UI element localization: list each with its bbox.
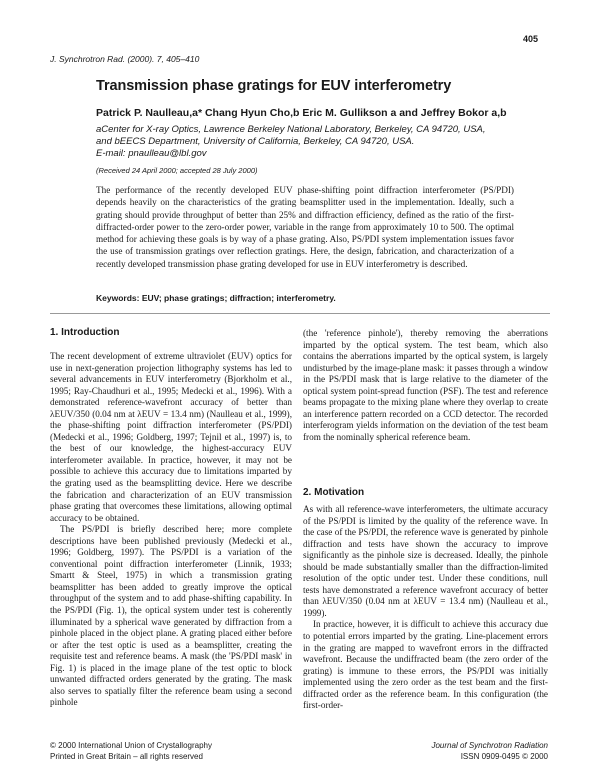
keywords: Keywords: EUV; phase gratings; diffraction; interferometry. bbox=[96, 293, 336, 303]
footer-issn: ISSN 0909-0495 © 2000 bbox=[460, 751, 548, 761]
left-column bbox=[50, 351, 292, 709]
motivation-paragraph-2: In practice, however, it is difficult to achieve this accuracy due to potential errors imparted by the grating. Line-placement errors in the grating are mapped to wavefront errors in the diffracted wavefront. Because the undiffracted beam (the zero order of the grating) is immune to these errors, the PS/PDI was initially implemented using the zero order as the test beam and the first-diffracted order as the reference beam. In this configuration (the first-order- bbox=[303, 619, 548, 711]
motivation-paragraph-1: As with all reference-wave interferometers, the ultimate accuracy of the PS/PDI is limited by the quality of the reference wave. In the case of the PS/PDI, the reference wave is generated by pinhole diffraction and tests have shown the accuracy to improve significantly as the pinhole size is decreased. Ideally, the pinhole should be made substantially smaller than the diffraction-limited resolution of the optic under test. Under these conditions, null tests have demonstrated a reference wavefront accuracy of better than λEUV/350 (0.04 nm at λEUV = 13.4 nm) (Naulleau et al., 1999). bbox=[303, 504, 548, 618]
footer-copyright-line: © 2000 International Union of Crystallography bbox=[50, 741, 212, 750]
affiliation-1: aCenter for X-ray Optics, Lawrence Berkeley National Laboratory, Berkeley, CA 94720, USA, bbox=[96, 124, 486, 135]
intro-paragraph-1: The recent development of extreme ultraviolet (EUV) optics for use in next-generation projection lithography systems has led to several advancements in EUV interferometry (Bjorkholm et al., 1995; Ray-Chaudhuri et al., 1995; Medecki et al., 1996). With a demonstrated reference-wavefront accuracy of better than λEUV/350 (0.04 nm at λEUV = 13.4 nm) (Naulleau et al., 1999), the phase-shifting point diffraction interferometer (PS/PDI) (Medecki et al., 1996; Goldberg, 1997; Tejnil et al., 1997) is, to the best of our knowledge, the highest-accuracy EUV interferometer available. In practice, however, it may not be possible to achieve this accuracy due to limitations imparted by the grating used as the beamsplitting device. Here we describe the fabrication and characterization of an EUV transmission phase grating that overcomes these limitations, allowing optimal accuracy to be obtained. bbox=[50, 351, 292, 523]
footer-copyright bbox=[50, 741, 212, 762]
intro-paragraph-2: The PS/PDI is briefly described here; more complete descriptions have been published previously (Medecki et al., 1996; Goldberg, 1997). The PS/PDI is a variation of the conventional point diffraction interferometer (Linnik, 1933; Smartt & Steel, 1975) in which a transmission grating beamsplitter has been added to greatly improve the optical throughput of the system and to add phase-shifting capability. In the PS/PDI (Fig. 1), the optical system under test is coherently illuminated by a spherical wave generated by diffraction from a pinhole placed in the object plane. A grating placed either before or after the test optic is used as a beamsplitter, creating the requisite test and reference beams. A mask (the 'PS/PDI mask' in Fig. 1) is placed in the image plane of the test optic to block unwanted diffracted orders generated by the grating. The mask also serves to spatially filter the reference beam using a second pinhole bbox=[50, 524, 292, 708]
affiliations bbox=[96, 124, 526, 161]
right-column bbox=[303, 328, 548, 443]
section-heading-motivation: 2. Motivation bbox=[303, 487, 365, 498]
section-heading-introduction: 1. Introduction bbox=[50, 327, 120, 338]
contact-email[interactable]: E-mail: pnaulleau@lbl.gov bbox=[96, 148, 207, 160]
footer-printing-line: Printed in Great Britain – all rights reserved bbox=[50, 751, 203, 761]
received-dates: (Received 24 April 2000; accepted 28 July 2000) bbox=[96, 166, 258, 175]
motivation-section bbox=[303, 504, 548, 712]
paper-title: Transmission phase gratings for EUV interferometry bbox=[96, 78, 452, 94]
footer-journal bbox=[431, 741, 548, 762]
journal-reference: J. Synchrotron Rad. (2000). 7, 405–410 bbox=[50, 54, 200, 64]
page-number: 405 bbox=[522, 34, 538, 44]
header-divider bbox=[50, 313, 550, 314]
intro-paragraph-continued: (the 'reference pinhole'), thereby removing the aberrations imparted by the optical system. The test beam, which also contains the aberrations imparted by the optical system, is largely undisturbed by the image-plane mask: it passes through a window in the PS/PDI mask that is large relative to the diameter of the optical system point-spread function (PSF). The test and reference beams propagate to the mixing plane where they overlap to create an interference pattern recorded on a CCD detector. The recorded interferogram yields information on the deviation of the test beam from the nominally spherical reference beam. bbox=[303, 328, 548, 442]
abstract: The performance of the recently developed EUV phase-shifting point diffraction interferometer (PS/PDI) depends heavily on the characteristics of the grating beamsplitter used in the implementation. Ideally, such a grating should provide throughput of better than 25% and diffraction efficiency, defined as the ratio of the first-diffracted-order power to the zero-order power, variable in the range from approximately 10 to 500. The optimal method for achieving these goals is by way of a phase grating. Also, PS/PDI system implementation issues favor the use of transmission gratings over reflection gratings. Here, the design, fabrication, and characterization of a recently developed transmission phase grating developed for use in EUV interferometry is described. bbox=[96, 185, 514, 269]
affiliation-2: and bEECS Department, University of California, Berkeley, CA 94720, USA. bbox=[96, 136, 415, 148]
author-list: Patrick P. Naulleau,a* Chang Hyun Cho,b Eric M. Gullikson a and Jeffrey Bokor a,b bbox=[96, 107, 507, 119]
footer-journal-name: Journal of Synchrotron Radiation bbox=[431, 741, 548, 750]
